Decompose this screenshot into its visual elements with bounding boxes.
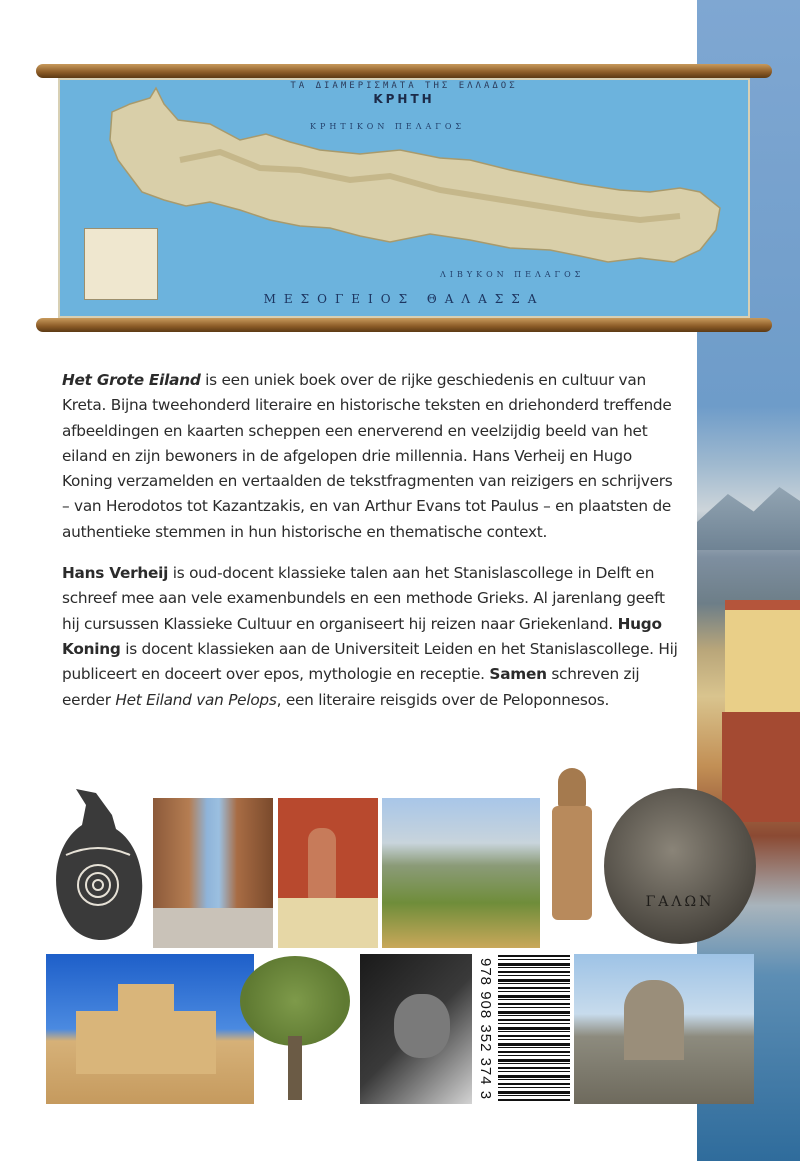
gorge-photo — [153, 798, 273, 948]
map-canvas — [58, 78, 750, 318]
red-house — [722, 712, 800, 822]
olive-trunk — [288, 1036, 302, 1100]
joint-text-2: , een literaire reisgids over de Peloponnesos. — [276, 690, 610, 709]
statue-body — [552, 806, 592, 920]
minoan-statue-photo — [544, 768, 600, 920]
previous-book-title: Het Eiland van Pelops — [115, 690, 277, 709]
arkadi-monastery-photo — [46, 954, 254, 1104]
ancient-coin-photo — [604, 788, 756, 944]
fresco-figure — [308, 828, 336, 908]
chapel-ruin-photo — [574, 954, 754, 1104]
statue-head — [558, 768, 586, 808]
isbn-number: 978 908 352 374 3 — [477, 957, 494, 1101]
author-2-bio: is docent klassieken aan de Universiteit Leiden en het Stanislascollege. Hij publiceert en doceert over epos, mythologie en receptie. — [62, 639, 678, 684]
portrait-face — [394, 994, 450, 1058]
mediterranean-label: ΜΕΣΟΓΕΙΟΣ ΘΑΛΑΣΣΑ — [263, 292, 545, 306]
book-title: Het Grote Eiland — [62, 371, 201, 389]
author-1-name: Hans Verheij — [62, 564, 169, 583]
map-subtitle: ΚΡΗΤΗ — [373, 92, 435, 106]
author-1-bio: is oud-docent klassieke talen aan het Stanislascollege in Delft en schreef mee aan vele examenbundels en een methode Grieks. Al jarenlang geeft hij cursussen Klassieke Cultuur en organiseert hij reizen naar Griekenland. — [62, 564, 665, 633]
olive-crown — [240, 956, 350, 1046]
map-legend — [84, 228, 158, 300]
intro-paragraph — [62, 368, 682, 545]
gorge-riverbed — [153, 908, 273, 948]
minoan-jug-photo — [46, 785, 148, 947]
authors-paragraph — [62, 561, 682, 713]
mountain-range — [697, 480, 800, 550]
barcode-bars — [498, 955, 570, 1103]
coin-inscription: ΓΑΛΩΝ — [645, 894, 715, 910]
prince-of-lilies-fresco — [278, 798, 378, 948]
crete-island-shape — [60, 80, 748, 316]
crete-land — [110, 88, 720, 262]
theodorakis-portrait — [360, 954, 476, 1104]
map-bottom-rod — [36, 318, 772, 332]
samen-word: Samen — [489, 665, 547, 684]
isbn-barcode — [472, 953, 572, 1105]
map-title: ΤΑ ΔΙΑΜΕΡΙΣΜΑΤΑ ΤΗΣ ΕΛΛΑΔΟΣ — [290, 81, 518, 91]
jug-illustration — [46, 785, 148, 947]
back-cover-text — [62, 368, 682, 729]
intro-body: is een uniek boek over de rijke geschiedenis en cultuur van Kreta. Bijna tweehonderd literaire en historische teksten en driehonderd treffende afbeeldingen en kaarten scheppen een enerverend en veelzijdig beeld van het eiland en zijn bewoners in de afgelopen drie millennia. Hans Verheij en Hugo Koning verzamelden en vertaalden de tekstfragmenten van reizigers en schrijvers – van Herodotos tot Kazantzakis, en van Arthur Evans tot Paulus – en plaatsten de authentieke stemmen in hun historische en thematische context. — [62, 371, 673, 541]
crete-wall-map — [36, 64, 772, 336]
map-top-rod — [36, 64, 772, 78]
monastery-facade — [76, 984, 216, 1074]
fresco-lilies — [278, 898, 378, 948]
libyan-sea-label: ΛΙΒΥΚΟΝ ΠΕΛΑΓΟΣ — [440, 270, 585, 279]
chapel-ruin — [624, 980, 684, 1060]
yellow-house — [725, 600, 800, 720]
author-2-name: Hugo Koning — [62, 614, 662, 658]
lasithi-plateau-photo — [382, 798, 540, 948]
north-sea-label: ΚΡΗΤΙΚΟΝ ΠΕΛΑΓΟΣ — [310, 122, 466, 131]
olive-tree-photo — [230, 956, 360, 1104]
joint-text-1: schreven zij eerder — [62, 665, 640, 709]
